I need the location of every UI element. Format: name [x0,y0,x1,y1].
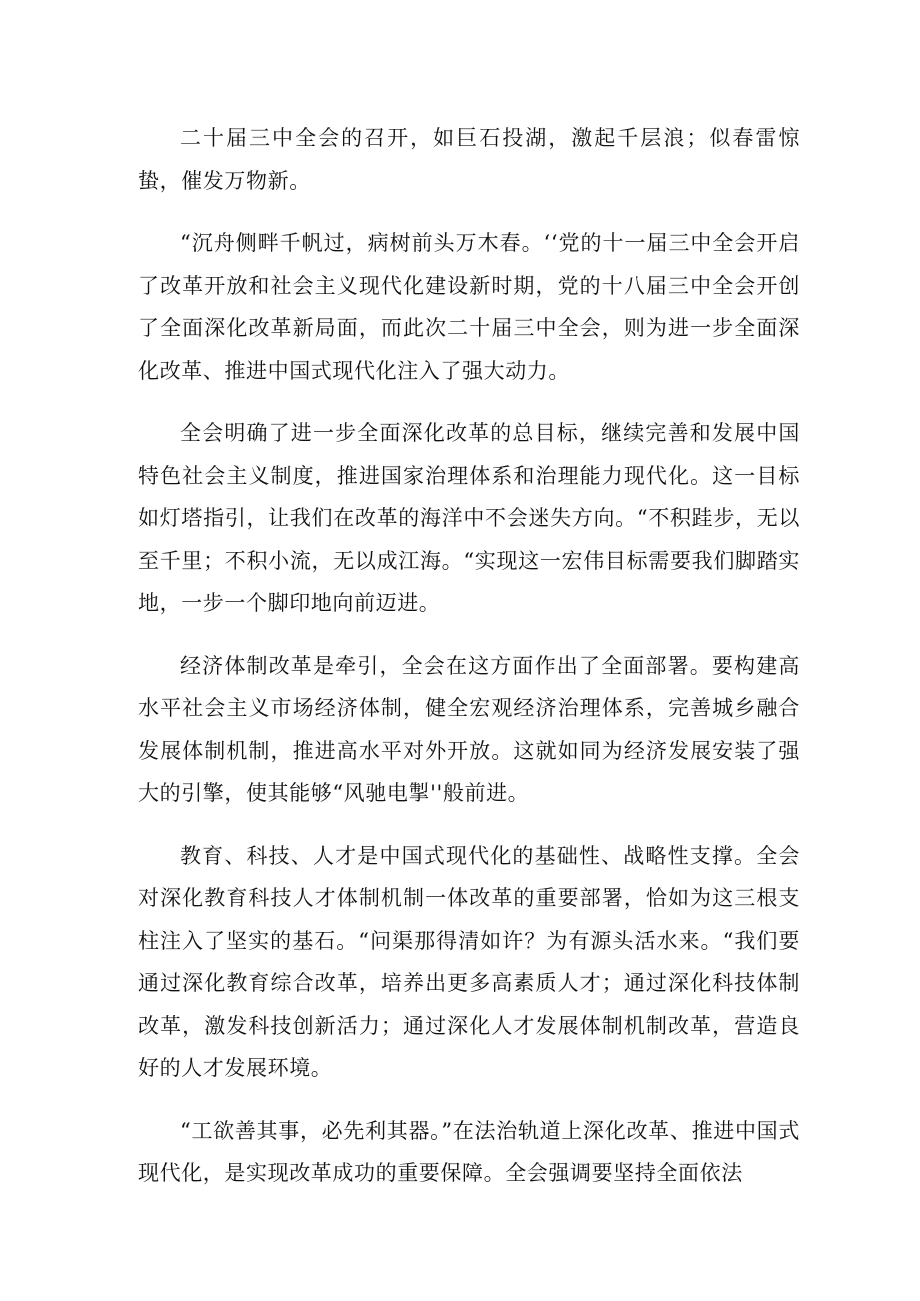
paragraph-2: “沉舟侧畔千帆过，病树前头万木春。‘‘党的十一届三中全会开启了改革开放和社会主义现代化建设新时期，党的十八届三中全会开创了全面深化改革新局面，而此次二十届三中全会，则为进一步全面深化改革、推进中国式现代化注入了强大动力。 [138,231,800,383]
paragraph-3: 全会明确了进一步全面深化改革的总目标，继续完善和发展中国特色社会主义制度，推进国家治理体系和治理能力现代化。这一目标如灯塔指引，让我们在改革的海洋中不会迷失方向。“不积跬步，无以至千里；不积小流，无以成江海。“实现这一宏伟目标需要我们脚踏实地，一步一个脚印地向前迈进。 [138,421,800,615]
paragraph-6: “工欲善其事，必先利其器。”在法治轨道上深化改革、推进中国式现代化，是实现改革成功的重要保障。全会强调要坚持全面依法 [138,1118,800,1185]
paragraph-5: 教育、科技、人才是中国式现代化的基础性、战略性支撑。全会对深化教育科技人才体制机制一体改革的重要部署，恰如为这三根支柱注入了坚实的基石。“问渠那得清如许？为有源头活水来。“我们要通过深化教育综合改革，培养出更多高素质人才；通过深化科技体制改革，激发科技创新活力；通过深化人才发展体制机制改革，营造良好的人才发展环境。 [138,843,800,1080]
paragraph-1: 二十届三中全会的召开，如巨石投湖，激起千层浪；似春雷惊蛰，催发万物新。 [138,126,800,193]
document-body [138,117,800,1215]
paragraph-4: 经济体制改革是牵引，全会在这方面作出了全面部署。要构建高水平社会主义市场经济体制，健全宏观经济治理体系，完善城乡融合发展体制机制，推进高水平对外开放。这就如同为经济发展安装了强大的引擎，使其能够“风驰电掣''般前进。 [138,653,800,805]
